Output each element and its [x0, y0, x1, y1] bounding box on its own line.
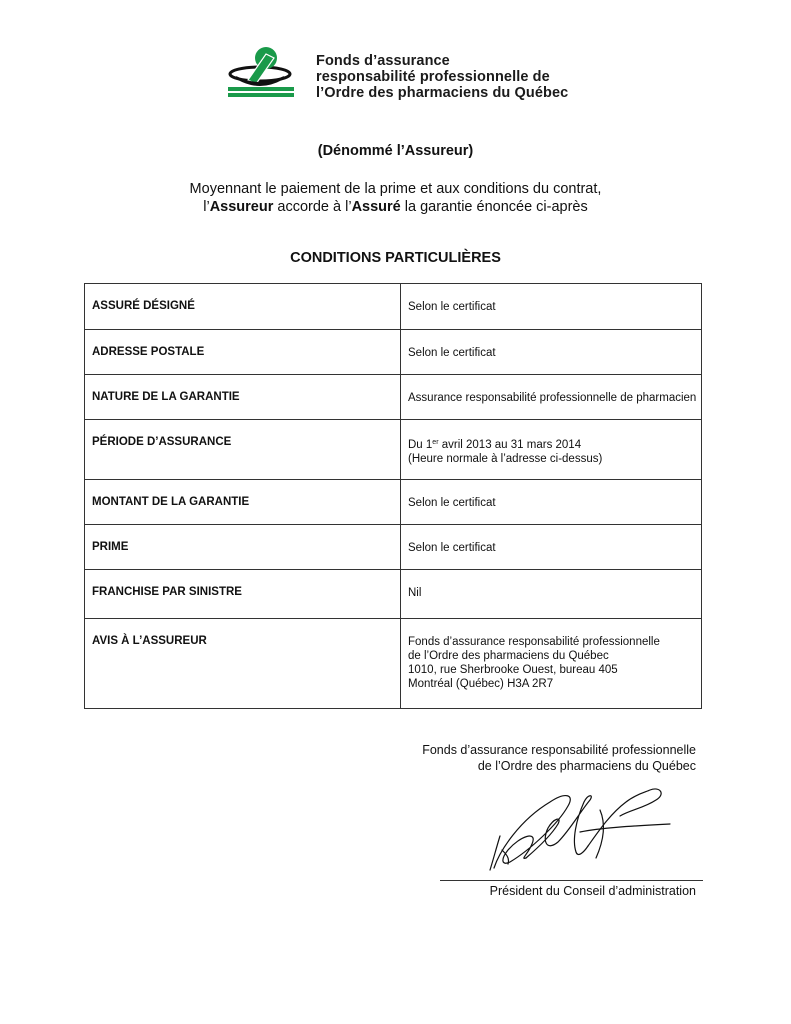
signatory-title: Président du Conseil d’administration: [489, 884, 696, 898]
value-line: 1010, rue Sherbrooke Ouest, bureau 405: [408, 664, 618, 676]
value-line: Selon le certificat: [408, 347, 496, 359]
row-label: ASSURÉ DÉSIGNÉ: [85, 284, 401, 330]
row-value: [401, 619, 702, 709]
table-row: [85, 284, 702, 330]
value-line: de l’Ordre des pharmaciens du Québec: [408, 650, 609, 662]
table-row: [85, 570, 702, 619]
row-value: [401, 284, 702, 330]
letterhead: [226, 46, 586, 102]
insurer-designation: (Dénommé l’Assureur): [317, 143, 474, 159]
section-title: CONDITIONS PARTICULIÈRES: [290, 250, 501, 266]
intro-text-1: l’: [203, 199, 210, 215]
row-label: FRANCHISE PAR SINISTRE: [85, 570, 401, 619]
handwritten-signature-icon: [480, 780, 680, 880]
row-label: ADRESSE POSTALE: [85, 330, 401, 375]
row-label: AVIS À L’ASSUREUR: [85, 619, 401, 709]
row-label: PÉRIODE D’ASSURANCE: [85, 420, 401, 480]
value-line: Selon le certificat: [408, 497, 496, 509]
row-value: [401, 375, 702, 420]
signature-line: [440, 880, 703, 881]
signatory-organization: [422, 742, 696, 774]
value-line: Fonds d’assurance responsabilité professionnelle: [408, 636, 660, 648]
intro-text-3: la garantie énoncée ci-après: [400, 199, 588, 215]
row-value: [401, 525, 702, 570]
row-value: [401, 420, 702, 480]
org-name-line-2: responsabilité professionnelle de: [316, 69, 550, 85]
value-line: Nil: [408, 587, 422, 599]
value-line: [408, 436, 701, 452]
row-value: [401, 570, 702, 619]
table-row: [85, 619, 702, 709]
value-text: Du 1: [408, 439, 433, 451]
row-label: NATURE DE LA GARANTIE: [85, 375, 401, 420]
signatory-org-line-1: Fonds d’assurance responsabilité professionnelle: [422, 743, 696, 757]
signatory-org-line-2: de l’Ordre des pharmaciens du Québec: [477, 759, 696, 773]
org-name-line-1: Fonds d’assurance: [316, 53, 450, 69]
table-row: [85, 330, 702, 375]
row-label: PRIME: [85, 525, 401, 570]
ordinal-superscript: er: [432, 439, 439, 446]
intro-insured-bold: Assuré: [351, 199, 401, 215]
value-line: (Heure normale à l’adresse ci-dessus): [408, 453, 603, 465]
organization-name: [316, 53, 568, 101]
intro-text-2: accorde à l’: [273, 199, 352, 215]
value-line: Selon le certificat: [408, 542, 496, 554]
value-line: Montréal (Québec) H3A 2R7: [408, 678, 554, 690]
table-row: [85, 420, 702, 480]
row-label: MONTANT DE LA GARANTIE: [85, 480, 401, 525]
intro-insurer-bold: Assureur: [209, 199, 274, 215]
value-text: avril 2013 au 31 mars 2014: [438, 439, 582, 451]
mortar-pestle-logo-icon: [226, 46, 296, 98]
table-row: [85, 480, 702, 525]
table-row: [85, 375, 702, 420]
conditions-table: [84, 283, 702, 709]
intro-paragraph: [0, 180, 791, 216]
value-line: Assurance responsabilité professionnelle de pharmacien: [408, 392, 697, 404]
row-value: [401, 330, 702, 375]
row-value: [401, 480, 702, 525]
value-line: Selon le certificat: [408, 301, 496, 313]
org-name-line-3: l’Ordre des pharmaciens du Québec: [316, 85, 569, 101]
intro-line-1: Moyennant le paiement de la prime et aux conditions du contrat,: [189, 181, 602, 197]
intro-line-2: [0, 198, 791, 216]
table-row: [85, 525, 702, 570]
